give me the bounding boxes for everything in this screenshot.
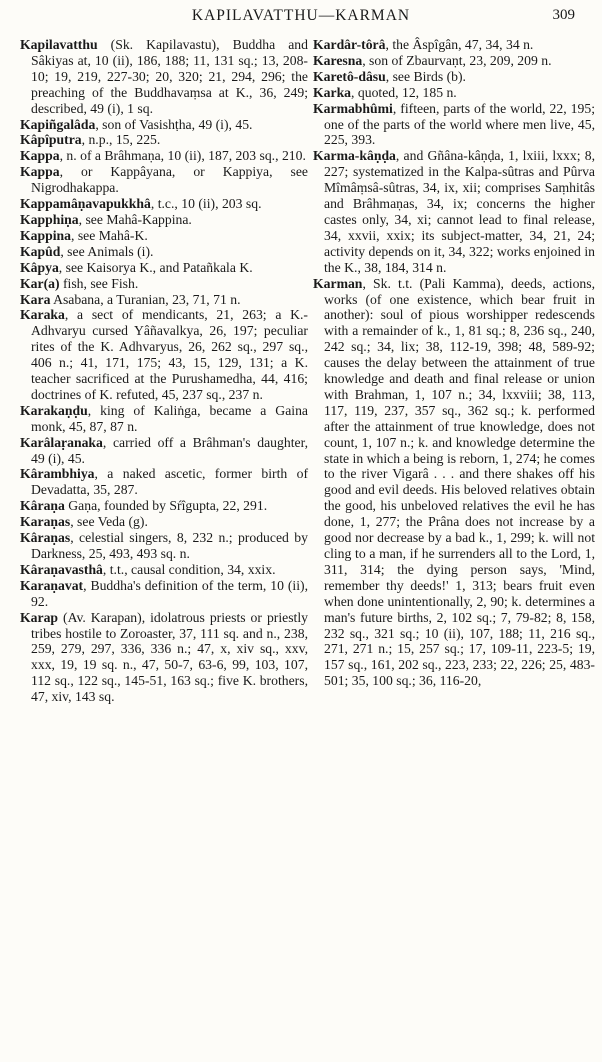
entry-headword: Kâraṇas	[20, 530, 71, 546]
entry-headword: Karesna	[313, 52, 363, 68]
entry-text: , t.t., causal condition, 34, xxix.	[102, 561, 276, 577]
entry-headword: Kardâr-tôrâ	[313, 37, 386, 52]
index-entry	[313, 85, 595, 101]
index-entry	[20, 228, 308, 244]
index-entry	[20, 132, 308, 148]
entry-text: , n.p., 15, 225.	[81, 132, 161, 148]
index-entry	[20, 514, 308, 530]
entry-headword: Karaka	[20, 307, 65, 323]
index-entry	[20, 435, 308, 467]
index-entry	[313, 69, 595, 85]
index-entry	[20, 292, 308, 308]
entry-headword: Karman	[313, 275, 363, 291]
entry-headword: Kârambhiya	[20, 466, 95, 482]
entry-text: , son of Zbaurvaṇt, 23, 209, 209 n.	[362, 52, 552, 68]
index-column-right	[313, 37, 595, 689]
entry-headword: Karma-kâṇḍa	[313, 148, 396, 164]
index-entry	[20, 260, 308, 276]
index-entry	[20, 196, 308, 212]
entry-text: , see Animals (i).	[60, 243, 154, 259]
entry-text: , Buddha's definition of the term, 10 (ii), 92.	[31, 577, 308, 609]
entry-text: , son of Vasishṭha, 49 (i), 45.	[95, 116, 253, 132]
entry-text: (Sk. Kapilavastu), Buddha and Sâkiyas at, 10 (ii), 186, 188; 11, 131 sq.; 13, 208-10; 19, 219, 227-30; 20, 320; 21, 294, 296; the preaching of the Buddhavaṃsa at K., 36, 249; described, 49 (i), 1 sq.	[31, 37, 308, 116]
running-header	[0, 7, 602, 29]
entry-headword: Karaṇas	[20, 514, 71, 530]
entry-text: , see Veda (g).	[70, 514, 148, 530]
entry-headword: Kar(a)	[20, 275, 60, 291]
entry-text: , king of Kaliṅga, became a Gaina monk, 45, 87, 87 n.	[31, 402, 308, 434]
index-entry	[20, 276, 308, 292]
index-entry	[20, 37, 308, 117]
index-entry	[313, 37, 595, 53]
index-entry	[20, 117, 308, 133]
entry-text: , and Gñâna-kâṇḍa, 1, lxiii, lxxx; 8, 227; systematized in the Kalpa-sûtras and Pûrva Mîmâṃsâ-sûtras, 34, ix, xii; comprises Saṃhitâs and Brâhmaṇas, 34, ix; concerns the higher castes only, 34, xi; cannot lead to final release, 34, xxvii, xxix; its subject-matter, 34, 21, 24; activity depends on it, 34, 322; works enjoined in the K., 38, 184, 314 n.	[324, 148, 595, 275]
entry-headword: Kapilavatthu	[20, 37, 98, 52]
index-entry	[313, 276, 595, 690]
running-title: KAPILAVATTHU—KARMAN	[191, 7, 411, 24]
entry-text: (Av. Karapan), idolatrous priests or priestly tribes hostile to Zoroaster, 37, 111 sq. and n., 238, 259, 279, 297, 336, 336 n.; 47, x, xiv sq., xxv, xxx, 19, 19 sq. n., 47, 50-7, 63-6, 99, 103, 107, 112 sq., 122 sq., 145-51, 163 sq.; five K. brothers, 47, xiv, 143 sq.	[31, 609, 308, 705]
entry-text: fish, see Fish.	[59, 275, 139, 291]
index-column-left	[20, 37, 308, 705]
index-entry	[20, 212, 308, 228]
page-number: 309	[552, 7, 575, 23]
entry-text: , n. of a Brâhmaṇa, 10 (ii), 187, 203 sq., 210.	[59, 148, 306, 164]
entry-headword: Kâraṇa	[20, 498, 65, 514]
entry-headword: Kappamâṇavapukkhâ	[20, 196, 151, 212]
entry-headword: Karakaṇḍu	[20, 402, 88, 418]
index-entry	[20, 610, 308, 705]
index-entry	[20, 148, 308, 164]
entry-headword: Karmabhûmi	[313, 100, 393, 116]
index-entry	[313, 148, 595, 275]
index-entry	[20, 562, 308, 578]
index-entry	[20, 530, 308, 562]
index-entry	[20, 403, 308, 435]
entry-headword: Kappa	[20, 148, 60, 164]
entry-headword: Kâpya	[20, 259, 59, 275]
entry-text: , fifteen, parts of the world, 22, 195; one of the parts of the world where men live, 45, 225, 393.	[324, 100, 595, 148]
entry-text: , the Âspîgân, 47, 34, 34 n.	[385, 37, 534, 52]
index-entry	[20, 498, 308, 514]
entry-text: , quoted, 12, 185 n.	[351, 84, 457, 100]
entry-text: , carried off a Brâhman's daughter, 49 (i), 45.	[31, 434, 308, 466]
entry-headword: Kâraṇavasthâ	[20, 561, 103, 577]
entry-headword: Karaṇavat	[20, 577, 84, 593]
index-entry	[20, 244, 308, 260]
entry-headword: Kapûd	[20, 243, 61, 259]
index-entry	[20, 578, 308, 610]
index-entry	[313, 53, 595, 69]
entry-text: , t.c., 10 (ii), 203 sq.	[150, 196, 262, 212]
entry-text: , see Birds (b).	[385, 68, 466, 84]
entry-headword: Kara	[20, 291, 51, 307]
index-entry	[20, 466, 308, 498]
entry-text: , a sect of mendicants, 21, 263; a K.-Adhvaryu cursed Yâñavalkya, 26, 197; peculiar rites of the K. Adhvaryus, 26, 262 sq., 297 sq., 406 n.; 41, 171, 175; 43, 15, 129, 131; a K. teacher sacrificed at the Purushamedha, 44, 416; doctrines of K. refuted, 45, 237 sq., 237 n.	[31, 307, 308, 402]
entry-text: , celestial singers, 8, 232 n.; produced by Darkness, 25, 493, 493 sq. n.	[31, 530, 308, 561]
entry-headword: Karka	[313, 84, 352, 100]
entry-headword: Kappina	[20, 227, 71, 243]
entry-headword: Kappa	[20, 164, 60, 180]
entry-text: Asabana, a Turanian, 23, 71, 71 n.	[50, 291, 241, 307]
entry-headword: Karetô-dâsu	[313, 68, 386, 84]
index-entry	[20, 307, 308, 402]
entry-headword: Kâpîputra	[20, 132, 82, 148]
entry-headword: Kapiñgalâda	[20, 116, 96, 132]
entry-headword: Kapphiṇa	[20, 211, 79, 227]
entry-text: , or Kappâyana, or Kappiya, see Nigrodhakappa.	[31, 164, 308, 196]
entry-text: , see Mahâ-Kappina.	[78, 211, 192, 227]
entry-text: , see Kaisorya K., and Patañkala K.	[58, 259, 253, 275]
entry-headword: Karap	[20, 609, 59, 625]
entry-text: , Sk. t.t. (Pali Kamma), deeds, actions, works (of one existence, which bear fruit in another): soul of pious worshipper redescends with a remainder of k., 1, 81 sq.; 8, 236 sq., 240, 242 sq.; 34, lix; 38, 112-19, 398; 48, 589-92; causes the delay between the attainment of true knowledge and death and final release or union with Brahman, 1, 107 n.; 34, lxxviii; 38, 113, 117, 119, 237, 357 sq., 362 sq.; k. performed after the attainment of true knowledge, does not count, 1, 107 n.; k. and knowledge determine the state in which a being is reborn, 1, 274; he comes to the river Vigarâ . . . and there shakes off his good and evil deeds. His beloved relatives obtain the good, his unbeloved relatives the evil he has done, 1, 277; the Prâna does not increase by a good nor decrease by a bad k., 1, 299; k. will not cling to a man, if he surrenders all to the Lord, 1, 311, 314; the dying person says, 'Mind, remember thy deeds!' 1, 313; bears fruit even when done unintentionally, 2, 90; k. determines a man's future births, 2, 102 sq.; 7, 79-82; 8, 158, 232 sq., 321 sq.; 10 (ii), 107, 188; 11, 216 sq., 271, 271 n.; 15, 257 sq.; 17, 109-11, 223-5; 19, 157 sq., 161, 202 sq., 223, 233; 22, 226; 25, 483-501; 35, 100 sq.; 36, 116-20,	[324, 275, 595, 689]
entry-text: Gaṇa, founded by Sŕîgupta, 22, 291.	[64, 498, 268, 514]
entry-headword: Karâlaṛanaka	[20, 434, 103, 450]
index-entry	[20, 164, 308, 196]
index-entry	[313, 101, 595, 149]
entry-text: , a naked ascetic, former birth of Devadatta, 35, 287.	[31, 466, 308, 498]
entry-text: , see Mahâ-K.	[70, 227, 148, 243]
